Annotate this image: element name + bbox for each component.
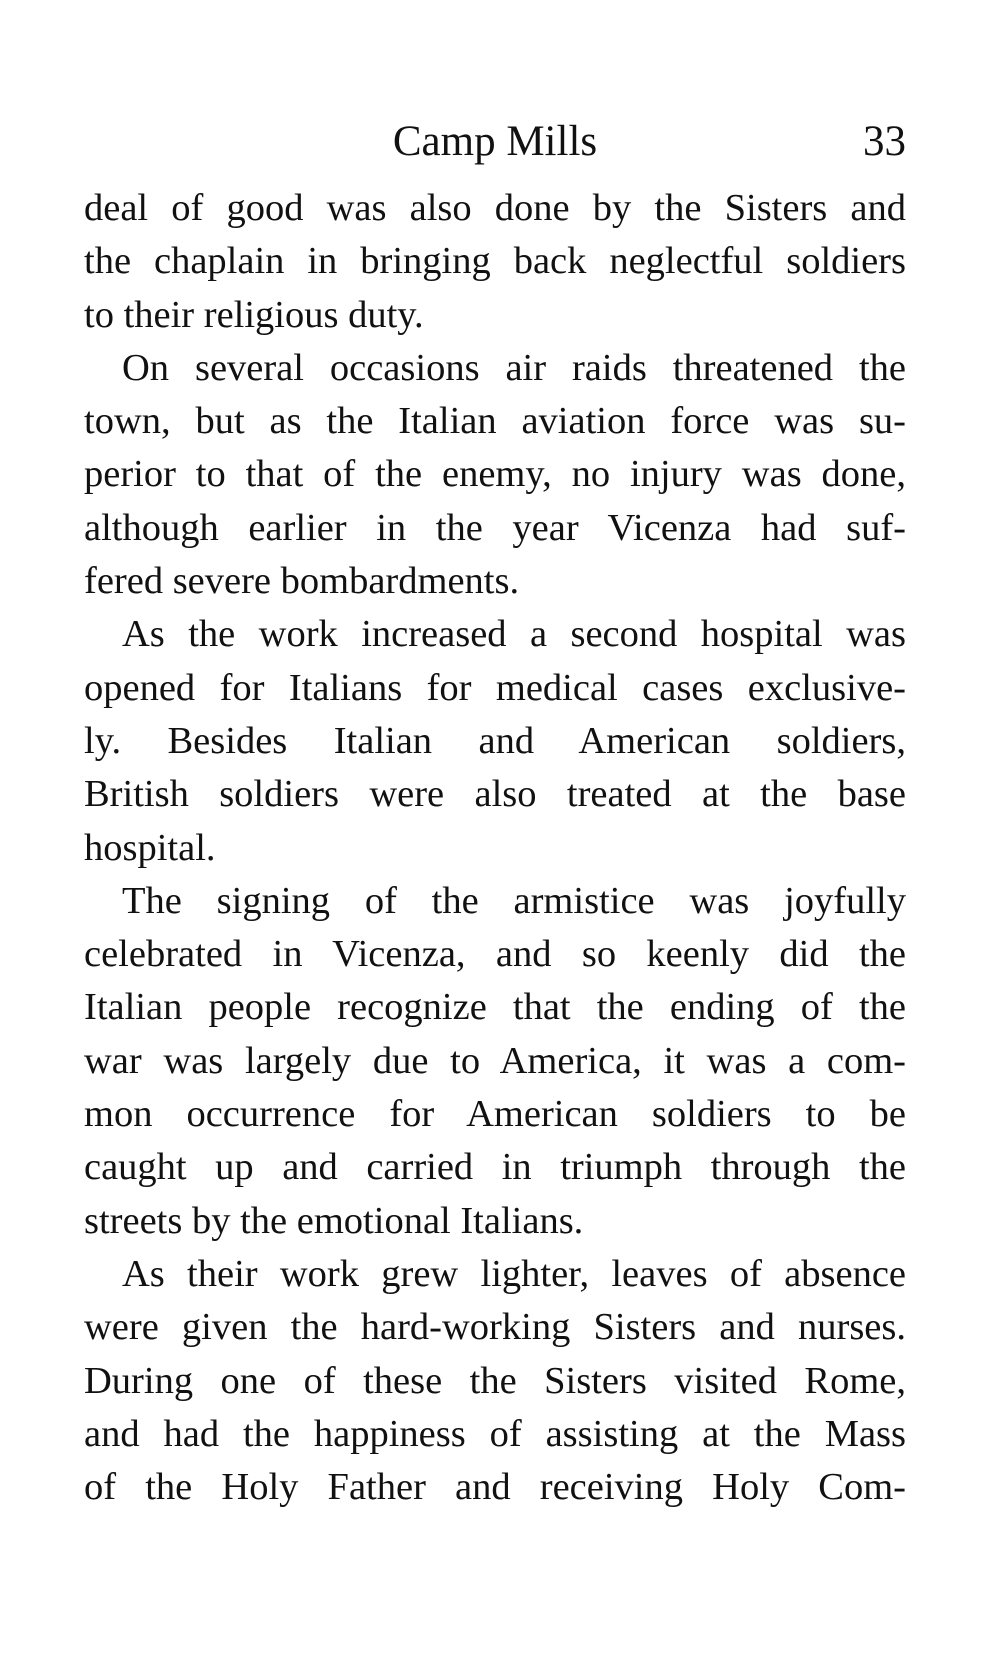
running-title: Camp Mills	[392, 118, 598, 165]
text-line: perior to that of the enemy, no injury was done,	[84, 453, 906, 496]
text-line: ly. Besides Italian and American soldiers,	[84, 719, 906, 762]
text-line: of the Holy Father and receiving Holy Com-	[84, 1466, 906, 1509]
text-line: Italian people recognize that the ending of the	[84, 986, 906, 1029]
text-line: On several occasions air raids threatened the	[122, 346, 906, 389]
text-line: fered severe bombardments.	[84, 560, 520, 603]
page-header	[84, 112, 906, 172]
text-line: to their religious duty.	[84, 293, 424, 336]
text-line: town, but as the Italian aviation force was su-	[84, 400, 906, 443]
text-line: celebrated in Vicenza, and so keenly did the	[84, 933, 906, 976]
text-line: were given the hard-working Sisters and nurses.	[84, 1306, 906, 1349]
body-text	[84, 182, 906, 1514]
text-line: As the work increased a second hospital was	[122, 613, 906, 656]
text-line: British soldiers were also treated at the base	[84, 773, 906, 816]
text-line: The signing of the armistice was joyfully	[122, 879, 906, 922]
text-line: although earlier in the year Vicenza had suf-	[84, 506, 906, 549]
text-line: deal of good was also done by the Sisters and	[84, 187, 906, 229]
text-line: As their work grew lighter, leaves of absence	[122, 1252, 906, 1295]
text-line: During one of these the Sisters visited Rome,	[84, 1359, 906, 1402]
page-number: 33	[863, 118, 906, 165]
text-line: opened for Italians for medical cases exclusive-	[84, 666, 906, 709]
text-line: the chaplain in bringing back neglectful soldiers	[84, 240, 906, 283]
text-line: mon occurrence for American soldiers to be	[84, 1093, 906, 1136]
text-line: caught up and carried in triumph through the	[84, 1146, 906, 1189]
text-line: hospital.	[84, 826, 216, 869]
text-line: streets by the emotional Italians.	[84, 1199, 584, 1242]
text-line: war was largely due to America, it was a com-	[84, 1039, 906, 1082]
text-line: and had the happiness of assisting at the Mass	[84, 1412, 906, 1455]
